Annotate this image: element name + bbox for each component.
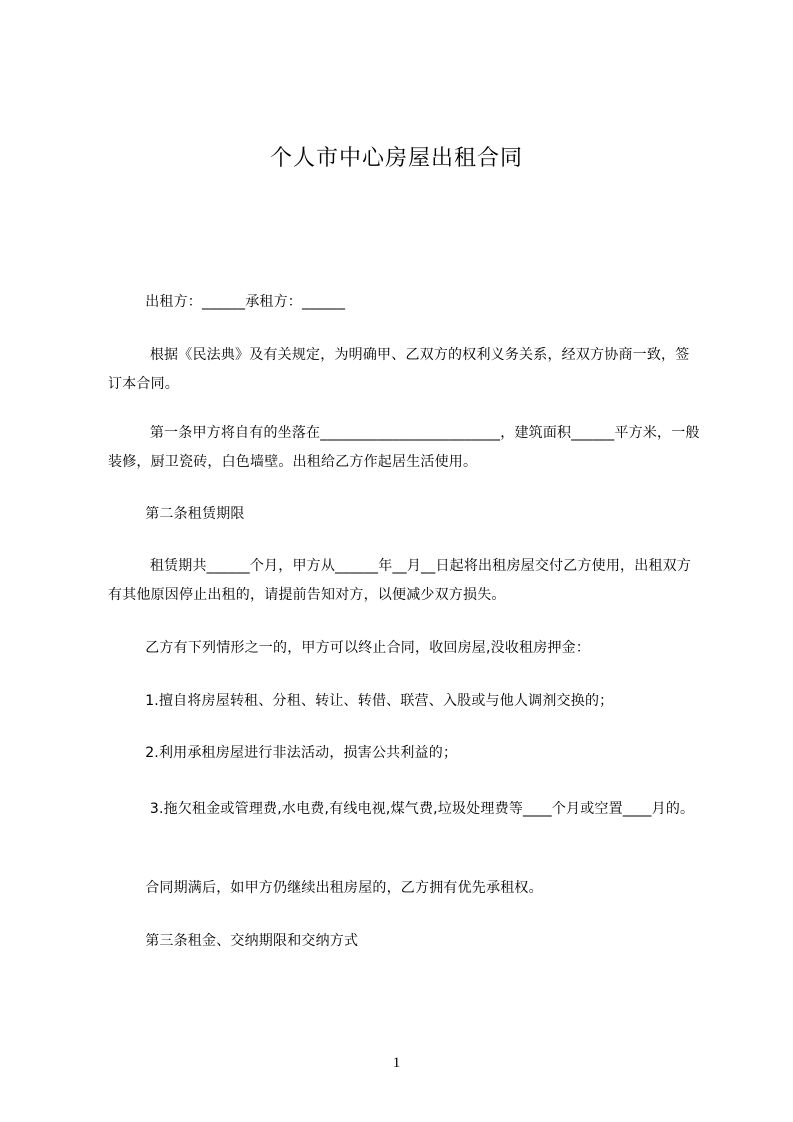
- paragraph-article-3-heading: 第三条租金、交纳期限和交纳方式: [108, 933, 359, 949]
- list-item-2: 2.利用承租房屋进行非法活动，损害公共利益的；: [108, 745, 458, 761]
- paragraph-renewal: 合同期满后，如甲方仍继续出租房屋的，乙方拥有优先承租权。: [108, 880, 543, 896]
- paragraph-termination-conditions: 乙方有下列情形之一的，甲方可以终止合同，收回房屋,没收租房押金：: [108, 640, 591, 656]
- paragraph-lease-term: 租赁期共______个月，甲方从______年__月__日起将出租房屋交付乙方使用，出租双方有其他原因停止出租的，请提前告知对方，以便减少双方损失。: [108, 558, 692, 603]
- paragraph-parties: 出租方：______承租方：______: [108, 294, 346, 310]
- list-item-3: 3.拖欠租金或管理费,水电费,有线电视,煤气费,垃圾处理费等____个月或空置____月的。: [108, 801, 695, 817]
- paragraph-preamble: 根据《民法典》及有关规定，为明确甲、乙双方的权利义务关系，经双方协商一致，签订本合同。: [108, 347, 690, 392]
- page-title: 个人市中心房屋出租合同: [269, 146, 523, 171]
- paragraph-article-1: 第一条甲方将自有的坐落在_________________________，建筑面积______平方米，一般装修，厨卫瓷砖，白色墙壁。出租给乙方作起居生活使用。: [108, 425, 700, 470]
- page-number: 1: [392, 1055, 401, 1071]
- list-item-1: 1.擅自将房屋转租、分租、转让、转借、联营、入股或与他人调剂交换的；: [108, 693, 614, 709]
- paragraph-article-2-heading: 第二条租赁期限: [108, 506, 245, 522]
